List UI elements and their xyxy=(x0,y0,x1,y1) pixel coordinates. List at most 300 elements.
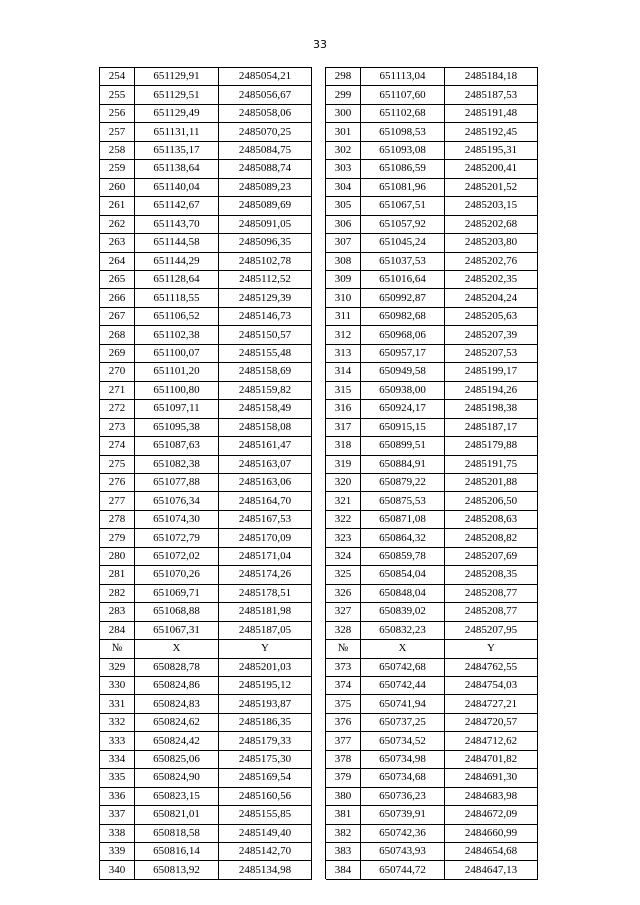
point-y-cell: 2485058,06 xyxy=(219,104,312,122)
point-number-cell: 275 xyxy=(100,455,135,473)
point-y-cell: 2485163,06 xyxy=(219,473,312,491)
column-gap xyxy=(312,732,326,750)
point-number-cell: 374 xyxy=(326,676,361,694)
point-y-cell: 2484701,82 xyxy=(445,750,538,768)
point-x-cell: 651098,53 xyxy=(361,123,445,141)
point-x-cell: 651087,63 xyxy=(135,437,219,455)
table-row xyxy=(100,621,538,639)
point-x-cell: 650884,91 xyxy=(361,455,445,473)
point-y-cell: 2485192,45 xyxy=(445,123,538,141)
point-y-cell: 2485181,98 xyxy=(219,603,312,621)
page-number: 33 xyxy=(313,38,327,51)
table-row xyxy=(100,584,538,602)
table-row xyxy=(100,566,538,584)
point-x-cell: 651102,68 xyxy=(361,104,445,122)
table-row xyxy=(100,510,538,528)
coordinates-table xyxy=(99,67,538,880)
column-gap xyxy=(312,86,326,104)
table-row xyxy=(100,381,538,399)
column-gap xyxy=(312,141,326,159)
point-y-cell: 2484647,13 xyxy=(445,861,538,879)
point-y-cell: 2485207,95 xyxy=(445,621,538,639)
point-y-cell: 2485201,03 xyxy=(219,658,312,676)
point-y-cell: 2485084,75 xyxy=(219,141,312,159)
point-number-cell: 323 xyxy=(326,529,361,547)
point-y-cell: 2485191,48 xyxy=(445,104,538,122)
column-gap xyxy=(312,363,326,381)
point-x-cell: 650875,53 xyxy=(361,492,445,510)
point-number-cell: 255 xyxy=(100,86,135,104)
point-y-cell: 2485186,35 xyxy=(219,713,312,731)
column-gap xyxy=(312,510,326,528)
point-y-cell: 2485184,18 xyxy=(445,68,538,86)
point-y-cell: 2485187,17 xyxy=(445,418,538,436)
table-row xyxy=(100,141,538,159)
point-y-cell: 2485174,26 xyxy=(219,566,312,584)
point-y-cell: 2485207,39 xyxy=(445,326,538,344)
header-number-cell: № xyxy=(326,640,361,658)
header-number-cell: № xyxy=(100,640,135,658)
column-gap xyxy=(312,400,326,418)
point-number-cell: 321 xyxy=(326,492,361,510)
point-number-cell: 298 xyxy=(326,68,361,86)
point-y-cell: 2485158,08 xyxy=(219,418,312,436)
point-x-cell: 651057,92 xyxy=(361,215,445,233)
point-number-cell: 308 xyxy=(326,252,361,270)
point-x-cell: 650824,86 xyxy=(135,676,219,694)
point-y-cell: 2485129,39 xyxy=(219,289,312,307)
point-y-cell: 2485187,05 xyxy=(219,621,312,639)
point-number-cell: 284 xyxy=(100,621,135,639)
point-x-cell: 651129,91 xyxy=(135,68,219,86)
point-number-cell: 376 xyxy=(326,713,361,731)
point-number-cell: 272 xyxy=(100,400,135,418)
point-y-cell: 2484720,57 xyxy=(445,713,538,731)
column-gap xyxy=(312,344,326,362)
point-x-cell: 651095,38 xyxy=(135,418,219,436)
point-number-cell: 278 xyxy=(100,510,135,528)
table-row xyxy=(100,861,538,879)
point-number-cell: 381 xyxy=(326,806,361,824)
point-y-cell: 2485150,57 xyxy=(219,326,312,344)
point-x-cell: 651045,24 xyxy=(361,234,445,252)
column-gap xyxy=(312,437,326,455)
point-y-cell: 2485202,68 xyxy=(445,215,538,233)
column-gap xyxy=(312,658,326,676)
table-row xyxy=(100,344,538,362)
column-gap xyxy=(312,566,326,584)
point-x-cell: 650742,44 xyxy=(361,676,445,694)
point-x-cell: 650742,68 xyxy=(361,658,445,676)
column-gap xyxy=(312,234,326,252)
column-gap xyxy=(312,547,326,565)
column-gap xyxy=(312,197,326,215)
point-y-cell: 2485164,70 xyxy=(219,492,312,510)
point-number-cell: 266 xyxy=(100,289,135,307)
point-x-cell: 651143,70 xyxy=(135,215,219,233)
point-x-cell: 650854,04 xyxy=(361,566,445,584)
point-x-cell: 651113,04 xyxy=(361,68,445,86)
point-x-cell: 650915,15 xyxy=(361,418,445,436)
point-x-cell: 650871,08 xyxy=(361,510,445,528)
table-row xyxy=(100,843,538,861)
table-row xyxy=(100,787,538,805)
point-number-cell: 332 xyxy=(100,713,135,731)
column-gap xyxy=(312,418,326,436)
column-gap xyxy=(312,861,326,879)
point-y-cell: 2485089,69 xyxy=(219,197,312,215)
point-number-cell: 263 xyxy=(100,234,135,252)
point-x-cell: 650938,00 xyxy=(361,381,445,399)
column-gap xyxy=(312,750,326,768)
point-number-cell: 280 xyxy=(100,547,135,565)
point-y-cell: 2485155,48 xyxy=(219,344,312,362)
point-y-cell: 2485112,52 xyxy=(219,270,312,288)
point-y-cell: 2485208,77 xyxy=(445,603,538,621)
point-number-cell: 303 xyxy=(326,160,361,178)
column-gap xyxy=(312,270,326,288)
column-gap xyxy=(312,307,326,325)
point-y-cell: 2484654,68 xyxy=(445,843,538,861)
point-y-cell: 2485088,74 xyxy=(219,160,312,178)
point-y-cell: 2485194,26 xyxy=(445,381,538,399)
table-row xyxy=(100,123,538,141)
point-x-cell: 651072,79 xyxy=(135,529,219,547)
point-y-cell: 2485198,38 xyxy=(445,400,538,418)
point-x-cell: 650743,93 xyxy=(361,843,445,861)
table-row xyxy=(100,547,538,565)
column-gap xyxy=(312,178,326,196)
point-number-cell: 282 xyxy=(100,584,135,602)
point-number-cell: 379 xyxy=(326,769,361,787)
point-number-cell: 261 xyxy=(100,197,135,215)
column-gap xyxy=(312,713,326,731)
point-number-cell: 373 xyxy=(326,658,361,676)
point-y-cell: 2484672,09 xyxy=(445,806,538,824)
point-x-cell: 651067,31 xyxy=(135,621,219,639)
point-number-cell: 274 xyxy=(100,437,135,455)
table-row xyxy=(100,326,538,344)
point-number-cell: 268 xyxy=(100,326,135,344)
point-number-cell: 330 xyxy=(100,676,135,694)
point-y-cell: 2485171,04 xyxy=(219,547,312,565)
column-gap xyxy=(312,104,326,122)
point-y-cell: 2485204,24 xyxy=(445,289,538,307)
table-row xyxy=(100,307,538,325)
point-number-cell: 384 xyxy=(326,861,361,879)
point-y-cell: 2485056,67 xyxy=(219,86,312,104)
point-y-cell: 2485158,69 xyxy=(219,363,312,381)
point-x-cell: 650982,68 xyxy=(361,307,445,325)
point-x-cell: 650821,01 xyxy=(135,806,219,824)
point-number-cell: 324 xyxy=(326,547,361,565)
column-gap xyxy=(312,695,326,713)
point-x-cell: 651101,20 xyxy=(135,363,219,381)
point-number-cell: 333 xyxy=(100,732,135,750)
point-y-cell: 2485201,88 xyxy=(445,473,538,491)
point-y-cell: 2485202,35 xyxy=(445,270,538,288)
point-y-cell: 2485205,63 xyxy=(445,307,538,325)
table-row xyxy=(100,713,538,731)
point-number-cell: 340 xyxy=(100,861,135,879)
point-number-cell: 317 xyxy=(326,418,361,436)
point-y-cell: 2484691,30 xyxy=(445,769,538,787)
table-row xyxy=(100,695,538,713)
header-x-cell: X xyxy=(361,640,445,658)
point-y-cell: 2485208,35 xyxy=(445,566,538,584)
column-gap xyxy=(312,824,326,842)
header-y-cell: Y xyxy=(219,640,312,658)
column-gap xyxy=(312,473,326,491)
point-x-cell: 651142,67 xyxy=(135,197,219,215)
point-y-cell: 2485203,15 xyxy=(445,197,538,215)
table-row xyxy=(100,234,538,252)
point-number-cell: 311 xyxy=(326,307,361,325)
table-row xyxy=(100,437,538,455)
point-x-cell: 651100,07 xyxy=(135,344,219,362)
table-row xyxy=(100,363,538,381)
point-x-cell: 651081,96 xyxy=(361,178,445,196)
point-y-cell: 2485158,49 xyxy=(219,400,312,418)
point-number-cell: 326 xyxy=(326,584,361,602)
point-number-cell: 314 xyxy=(326,363,361,381)
table-row xyxy=(100,658,538,676)
point-x-cell: 650899,51 xyxy=(361,437,445,455)
point-y-cell: 2485170,09 xyxy=(219,529,312,547)
point-y-cell: 2485163,07 xyxy=(219,455,312,473)
point-number-cell: 337 xyxy=(100,806,135,824)
point-number-cell: 306 xyxy=(326,215,361,233)
point-number-cell: 339 xyxy=(100,843,135,861)
point-x-cell: 651072,02 xyxy=(135,547,219,565)
point-x-cell: 650949,58 xyxy=(361,363,445,381)
point-x-cell: 650879,22 xyxy=(361,473,445,491)
point-x-cell: 650824,90 xyxy=(135,769,219,787)
point-x-cell: 651131,11 xyxy=(135,123,219,141)
table-row xyxy=(100,806,538,824)
table-row xyxy=(100,86,538,104)
point-number-cell: 309 xyxy=(326,270,361,288)
point-y-cell: 2485142,70 xyxy=(219,843,312,861)
point-x-cell: 650992,87 xyxy=(361,289,445,307)
point-y-cell: 2485199,17 xyxy=(445,363,538,381)
header-x-cell: X xyxy=(135,640,219,658)
point-x-cell: 651069,71 xyxy=(135,584,219,602)
point-x-cell: 650957,17 xyxy=(361,344,445,362)
point-x-cell: 651100,80 xyxy=(135,381,219,399)
point-x-cell: 651135,17 xyxy=(135,141,219,159)
point-x-cell: 650839,02 xyxy=(361,603,445,621)
point-y-cell: 2485201,52 xyxy=(445,178,538,196)
point-x-cell: 650848,04 xyxy=(361,584,445,602)
point-y-cell: 2485207,69 xyxy=(445,547,538,565)
column-gap xyxy=(312,160,326,178)
point-number-cell: 378 xyxy=(326,750,361,768)
point-x-cell: 651077,88 xyxy=(135,473,219,491)
table-row xyxy=(100,68,538,86)
table-row xyxy=(100,455,538,473)
point-y-cell: 2484727,21 xyxy=(445,695,538,713)
point-number-cell: 279 xyxy=(100,529,135,547)
point-x-cell: 650736,23 xyxy=(361,787,445,805)
point-number-cell: 375 xyxy=(326,695,361,713)
table-row xyxy=(100,215,538,233)
point-x-cell: 650742,36 xyxy=(361,824,445,842)
point-y-cell: 2485175,30 xyxy=(219,750,312,768)
point-x-cell: 650813,92 xyxy=(135,861,219,879)
point-number-cell: 338 xyxy=(100,824,135,842)
point-x-cell: 651118,55 xyxy=(135,289,219,307)
point-number-cell: 315 xyxy=(326,381,361,399)
point-x-cell: 650734,68 xyxy=(361,769,445,787)
point-y-cell: 2485149,40 xyxy=(219,824,312,842)
point-number-cell: 258 xyxy=(100,141,135,159)
table-row xyxy=(100,492,538,510)
column-gap xyxy=(312,529,326,547)
point-x-cell: 651067,51 xyxy=(361,197,445,215)
table-row xyxy=(100,732,538,750)
point-number-cell: 262 xyxy=(100,215,135,233)
column-gap xyxy=(312,843,326,861)
table-row xyxy=(100,400,538,418)
point-y-cell: 2485146,73 xyxy=(219,307,312,325)
point-x-cell: 651093,08 xyxy=(361,141,445,159)
point-x-cell: 651129,49 xyxy=(135,104,219,122)
point-y-cell: 2485070,25 xyxy=(219,123,312,141)
point-x-cell: 650737,25 xyxy=(361,713,445,731)
point-x-cell: 650734,98 xyxy=(361,750,445,768)
point-number-cell: 334 xyxy=(100,750,135,768)
header-y-cell: Y xyxy=(445,640,538,658)
point-x-cell: 651068,88 xyxy=(135,603,219,621)
point-number-cell: 319 xyxy=(326,455,361,473)
point-y-cell: 2485207,53 xyxy=(445,344,538,362)
point-x-cell: 650823,15 xyxy=(135,787,219,805)
point-y-cell: 2485169,54 xyxy=(219,769,312,787)
point-y-cell: 2484683,98 xyxy=(445,787,538,805)
point-number-cell: 382 xyxy=(326,824,361,842)
point-y-cell: 2484754,03 xyxy=(445,676,538,694)
point-y-cell: 2485089,23 xyxy=(219,178,312,196)
table-row xyxy=(100,104,538,122)
point-number-cell: 264 xyxy=(100,252,135,270)
point-x-cell: 650825,06 xyxy=(135,750,219,768)
table-row xyxy=(100,252,538,270)
point-x-cell: 650968,06 xyxy=(361,326,445,344)
point-number-cell: 283 xyxy=(100,603,135,621)
point-number-cell: 257 xyxy=(100,123,135,141)
point-x-cell: 651074,30 xyxy=(135,510,219,528)
column-gap xyxy=(312,584,326,602)
column-gap xyxy=(312,676,326,694)
point-x-cell: 650828,78 xyxy=(135,658,219,676)
column-gap xyxy=(312,68,326,86)
point-number-cell: 267 xyxy=(100,307,135,325)
point-number-cell: 259 xyxy=(100,160,135,178)
point-number-cell: 325 xyxy=(326,566,361,584)
point-number-cell: 329 xyxy=(100,658,135,676)
column-gap xyxy=(312,492,326,510)
point-x-cell: 651138,64 xyxy=(135,160,219,178)
point-x-cell: 651086,59 xyxy=(361,160,445,178)
point-number-cell: 377 xyxy=(326,732,361,750)
point-y-cell: 2485160,56 xyxy=(219,787,312,805)
point-x-cell: 650818,58 xyxy=(135,824,219,842)
point-x-cell: 651102,38 xyxy=(135,326,219,344)
point-x-cell: 650824,62 xyxy=(135,713,219,731)
point-x-cell: 650824,42 xyxy=(135,732,219,750)
point-number-cell: 260 xyxy=(100,178,135,196)
point-number-cell: 276 xyxy=(100,473,135,491)
table-row xyxy=(100,270,538,288)
point-number-cell: 256 xyxy=(100,104,135,122)
table-row xyxy=(100,160,538,178)
point-y-cell: 2485202,76 xyxy=(445,252,538,270)
point-number-cell: 269 xyxy=(100,344,135,362)
point-y-cell: 2485208,63 xyxy=(445,510,538,528)
table-row xyxy=(100,603,538,621)
point-number-cell: 380 xyxy=(326,787,361,805)
point-x-cell: 650734,52 xyxy=(361,732,445,750)
point-number-cell: 271 xyxy=(100,381,135,399)
point-x-cell: 650864,32 xyxy=(361,529,445,547)
point-y-cell: 2485208,82 xyxy=(445,529,538,547)
point-y-cell: 2485187,53 xyxy=(445,86,538,104)
point-number-cell: 335 xyxy=(100,769,135,787)
point-x-cell: 651037,53 xyxy=(361,252,445,270)
point-number-cell: 300 xyxy=(326,104,361,122)
point-y-cell: 2485195,12 xyxy=(219,676,312,694)
column-gap xyxy=(312,640,326,658)
point-number-cell: 327 xyxy=(326,603,361,621)
point-y-cell: 2485102,78 xyxy=(219,252,312,270)
table-row xyxy=(100,750,538,768)
point-y-cell: 2485161,47 xyxy=(219,437,312,455)
point-x-cell: 651144,58 xyxy=(135,234,219,252)
point-number-cell: 304 xyxy=(326,178,361,196)
table-row xyxy=(100,676,538,694)
point-y-cell: 2485179,33 xyxy=(219,732,312,750)
point-number-cell: 302 xyxy=(326,141,361,159)
column-gap xyxy=(312,123,326,141)
column-gap xyxy=(312,381,326,399)
point-number-cell: 328 xyxy=(326,621,361,639)
point-y-cell: 2485134,98 xyxy=(219,861,312,879)
point-y-cell: 2485206,50 xyxy=(445,492,538,510)
point-y-cell: 2484660,99 xyxy=(445,824,538,842)
point-x-cell: 651129,51 xyxy=(135,86,219,104)
point-x-cell: 650832,23 xyxy=(361,621,445,639)
point-y-cell: 2485195,31 xyxy=(445,141,538,159)
point-y-cell: 2485203,80 xyxy=(445,234,538,252)
point-number-cell: 305 xyxy=(326,197,361,215)
point-number-cell: 310 xyxy=(326,289,361,307)
point-number-cell: 313 xyxy=(326,344,361,362)
point-x-cell: 651082,38 xyxy=(135,455,219,473)
column-gap xyxy=(312,787,326,805)
point-y-cell: 2484712,62 xyxy=(445,732,538,750)
point-x-cell: 651140,04 xyxy=(135,178,219,196)
point-y-cell: 2485091,05 xyxy=(219,215,312,233)
point-x-cell: 651144,29 xyxy=(135,252,219,270)
point-number-cell: 316 xyxy=(326,400,361,418)
point-x-cell: 651070,26 xyxy=(135,566,219,584)
point-y-cell: 2485155,85 xyxy=(219,806,312,824)
point-number-cell: 281 xyxy=(100,566,135,584)
column-gap xyxy=(312,806,326,824)
point-number-cell: 383 xyxy=(326,843,361,861)
point-number-cell: 299 xyxy=(326,86,361,104)
